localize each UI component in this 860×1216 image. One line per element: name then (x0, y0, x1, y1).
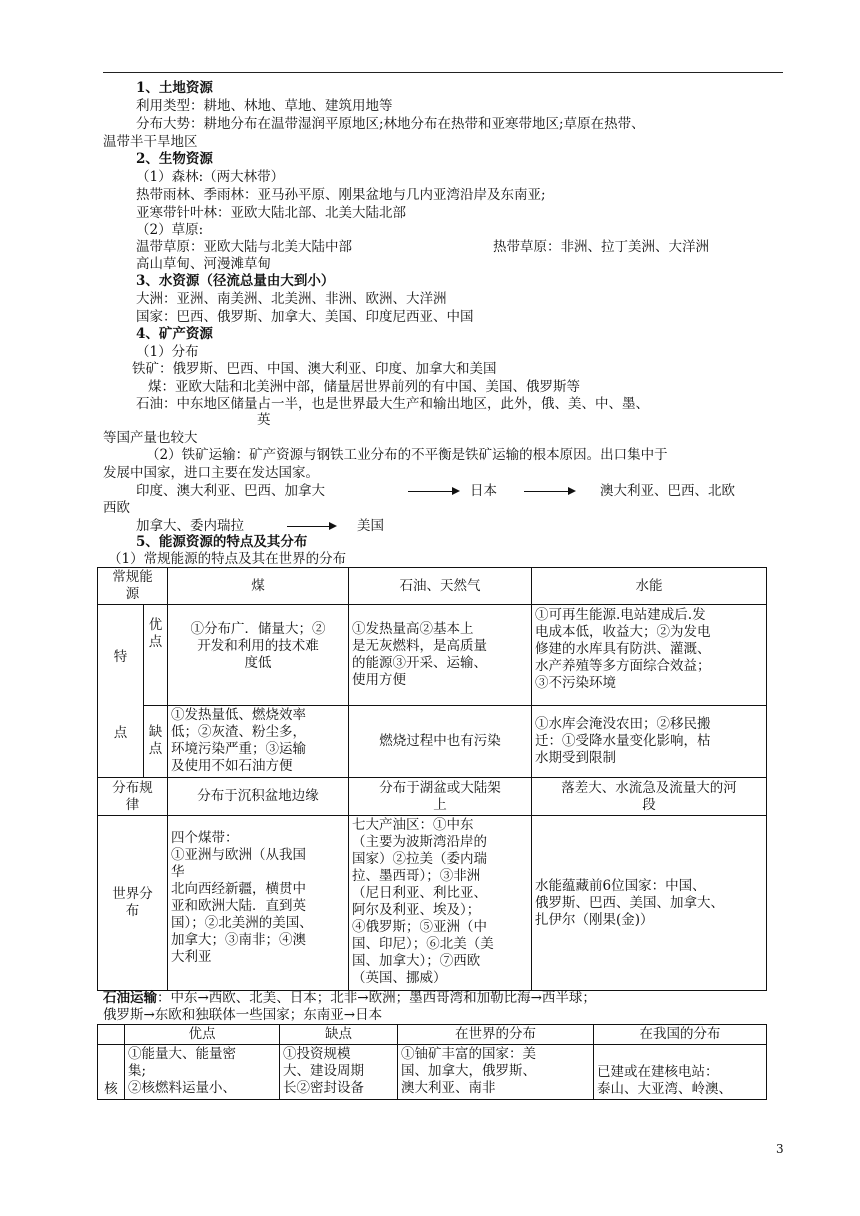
table-row (98, 605, 767, 706)
cell-text: 大、建设周期 (283, 1063, 364, 1079)
header-cell (98, 1025, 125, 1045)
oil-transport-line (103, 990, 596, 1007)
cell-text: ①投资规模 (283, 1046, 351, 1062)
cell-text: 常规能 (112, 569, 153, 585)
table-cell (532, 705, 767, 777)
cell-text: 点 (148, 634, 163, 650)
cell-text: ②核燃料运量小、 (128, 1080, 236, 1096)
cell-text: 低；②灰渣、粉尘多， (171, 724, 306, 741)
cell-text: 已建或在建核电站： (597, 1064, 719, 1080)
table-row (98, 816, 767, 991)
text-line: 温带草原：亚欧大陆与北美大陆中部 (136, 239, 352, 255)
cell-text: 亚和欧洲大陆．直到英 (171, 898, 306, 914)
page-number: 3 (776, 1142, 784, 1156)
header-rule (103, 72, 783, 73)
cell-text: 长②密封设备 (283, 1080, 364, 1096)
text-line: 石油：中东地区储量占一半，也是世界最大生产和输出地区，此外，俄、美、中、墨、 (136, 396, 649, 412)
cell-text: ①能量大、能量密 (128, 1046, 236, 1062)
cell-text: 国）；②北美洲的美国、 (171, 915, 313, 931)
text-line: 热带雨林、季雨林：亚马孙平原、刚果盆地与几内亚湾沿岸及东南亚; (136, 187, 546, 203)
cell-text: 特 (113, 649, 128, 665)
sub-label-cell (144, 605, 168, 706)
table-cell (532, 605, 767, 706)
row-label-cell (98, 816, 168, 991)
cell-text: 优 (148, 617, 163, 633)
table-cell (168, 816, 349, 991)
cell-text: 北向西经新疆，横贯中 (171, 881, 306, 897)
cell-text: 拉、墨西哥）；③非洲 (352, 868, 481, 884)
text-line: （1）分布 (136, 344, 199, 360)
table-cell: 分布于沉积盆地边缘 (168, 778, 349, 816)
text-line: （2）草原: (136, 222, 204, 238)
cell-text: 修建的水库具有防洪、灌溉、 (535, 641, 711, 657)
oil-transport-routes: ：中东→西欧、北美、日本；北非→欧洲；墨西哥湾和加勒比海→西半球； (157, 990, 596, 1006)
table-header-row (98, 1025, 767, 1045)
table-row (98, 705, 767, 777)
cell-text: 国、加拿大）；⑦西欧 (352, 953, 481, 969)
cell-text: 环境污染严重；③运输 (171, 741, 306, 758)
cell-text: 扎伊尔（刚果(金)） (535, 911, 654, 928)
text-line: 热带草原：非洲、拉丁美洲、大洋洲 (493, 239, 709, 255)
heading-water-resources: 3、水资源（径流总量由大到小） (136, 273, 335, 289)
header-cell: 石油、天然气 (349, 568, 532, 605)
import-region: 西欧 (103, 500, 130, 516)
cell-text: 点 (148, 741, 163, 758)
cell-text: （英国、挪威） (352, 970, 447, 986)
export-countries: 印度、澳大利亚、巴西、加拿大 (136, 483, 325, 499)
table-cell (280, 1045, 398, 1100)
nuclear-energy-table (97, 1024, 767, 1100)
cell-text: 集; (128, 1063, 147, 1079)
table-cell (532, 816, 767, 991)
header-cell: 水能 (532, 568, 767, 605)
cell-text: 源 (125, 586, 140, 602)
header-cell: 缺点 (280, 1025, 398, 1045)
header-cell (98, 568, 168, 605)
arrow-right-icon (408, 491, 458, 492)
cell-text: 水期受到限制 (535, 749, 616, 766)
text-line: （2）铁矿运输：矿产资源与钢铁工业分布的不平衡是铁矿运输的根本原因。出口集中于 (146, 447, 668, 463)
cell-text: 使用方便 (352, 672, 406, 688)
text-line: 分布大势：耕地分布在温带湿润平原地区;林地分布在热带和亚寒带地区;草原在热带、 (136, 116, 645, 132)
cell-text: 加拿大；③南非；④澳 (171, 932, 306, 948)
oil-transport-label: 石油运输 (103, 990, 157, 1006)
text-line: 发展中国家，进口主要在发达国家。 (103, 465, 319, 481)
cell-text: 迁：①受降水量变化影响，枯 (535, 732, 711, 749)
text-line: （1）森林:（两大林带） (136, 169, 285, 185)
table-cell (594, 1045, 767, 1100)
text-line: 英 (257, 412, 271, 428)
table-cell (168, 605, 349, 706)
cell-text: 是无灰燃料，是高质量 (352, 638, 487, 654)
heading-energy-resources: 5、能源资源的特点及其分布 (136, 534, 308, 550)
cell-text: ①可再生能源.电站建成后.发 (535, 607, 706, 623)
text-line: 国家：巴西、俄罗斯、加拿大、美国、印度尼西亚、中国 (136, 309, 474, 325)
cell-text: ①分布广．储量大；② (190, 621, 326, 637)
cell-text: ①水库会淹没农田；②移民搬 (535, 715, 711, 732)
cell-text: 电成本低，收益大；②为发电 (535, 624, 711, 640)
cell-text: ①铀矿丰富的国家：美 (401, 1046, 536, 1062)
cell-text: 上 (433, 796, 447, 813)
oil-transport-line: 俄罗斯→东欧和独联体一些国家；东南亚→日本 (103, 1007, 383, 1023)
cell-text: ①发热量低、燃烧效率 (171, 707, 306, 724)
text-line: 温带半干旱地区 (103, 134, 198, 150)
energy-table (97, 567, 767, 991)
cell-text: ③不污染环境 (535, 675, 616, 691)
arrow-right-icon (287, 526, 335, 527)
heading-mineral-resources: 4、矿产资源 (136, 326, 213, 342)
cell-text: （尼日利亚、利比亚、 (352, 885, 487, 901)
cell-text: 落差大、水流急及流量大的河 (561, 779, 737, 796)
header-cell: 在世界的分布 (398, 1025, 594, 1045)
cell-text: 水能蕴藏前6位国家：中国、 (535, 877, 706, 894)
cell-text: 华 (171, 864, 185, 880)
cell-text: ①亚洲与欧洲（从我国 (171, 847, 306, 863)
row-label-cell: 核 (98, 1045, 125, 1100)
cell-text: 开发和利用的技术难 (197, 638, 319, 654)
cell-text: 阿尔及利亚、埃及）； (352, 902, 481, 918)
cell-text: 段 (642, 796, 656, 813)
table-cell: 燃烧过程中也有污染 (349, 705, 532, 777)
heading-biological-resources: 2、生物资源 (136, 151, 213, 167)
import-country: 美国 (357, 518, 384, 534)
cell-text: 布 (125, 903, 140, 919)
cell-text: 缺 (148, 724, 163, 741)
table-cell (168, 705, 349, 777)
text-line: （1）常规能源的特点及其在世界的分布 (108, 551, 347, 567)
text-line: 高山草甸、河漫滩草甸 (136, 256, 271, 272)
cell-text: 世界分 (112, 886, 153, 902)
text-line: 亚寒带针叶林：亚欧大陆北部、北美大陆北部 (136, 205, 406, 221)
feature-label-cell (98, 605, 144, 778)
sub-label-cell (144, 705, 168, 777)
table-header-row (98, 568, 767, 605)
cell-text: 水产养殖等多方面综合效益； (535, 658, 711, 674)
header-cell: 优点 (125, 1025, 280, 1045)
table-cell (532, 778, 767, 816)
table-cell (349, 778, 532, 816)
cell-text: 及使用不如石油方便 (171, 758, 293, 775)
row-label-cell (98, 778, 168, 816)
cell-text: 泰山、大亚湾、岭澳、 (597, 1081, 732, 1097)
cell-text: 分布规 (112, 779, 153, 796)
import-country: 日本 (470, 483, 497, 499)
cell-text: 澳大利亚、南非 (401, 1080, 496, 1096)
cell-text: 度低 (244, 655, 272, 671)
text-line: 大洲：亚洲、南美洲、北美洲、非洲、欧洲、大洋洲 (136, 291, 447, 307)
table-cell (398, 1045, 594, 1100)
cell-text: 律 (125, 796, 140, 813)
table-row (98, 1045, 767, 1100)
table-cell (349, 605, 532, 706)
cell-text: 国家）②拉美（委内瑞 (352, 851, 487, 867)
export-countries: 澳大利亚、巴西、北欧 (600, 483, 735, 499)
cell-text: ④俄罗斯；⑤亚洲（中 (352, 919, 487, 935)
heading-land-resources: 1、土地资源 (136, 80, 213, 96)
text-line: 铁矿：俄罗斯、巴西、中国、澳大利亚、印度、加拿大和美国 (132, 361, 497, 377)
table-cell (125, 1045, 280, 1100)
arrow-right-icon (524, 491, 574, 492)
cell-text: 大利亚 (171, 949, 212, 965)
cell-text: 俄罗斯、巴西、美国、加拿大、 (535, 894, 724, 911)
cell-text: 七大产油区：①中东 (352, 817, 474, 833)
cell-text: 点 (113, 725, 128, 741)
text-line: 煤：亚欧大陆和北美洲中部，储量居世界前列的有中国、美国、俄罗斯等 (148, 379, 580, 395)
export-countries: 加拿大、委内瑞拉 (136, 518, 244, 534)
text-line: 利用类型：耕地、林地、草地、建筑用地等 (136, 98, 393, 114)
text-line: 等国产量也较大 (103, 430, 198, 446)
table-cell (349, 816, 532, 991)
table-row (98, 778, 767, 816)
cell-text: 四个煤带： (171, 830, 239, 846)
cell-text: 国、印尼）；⑥北美（美 (352, 936, 494, 952)
header-cell: 煤 (168, 568, 349, 605)
cell-text: （主要为波斯湾沿岸的 (352, 834, 487, 850)
cell-text: ①发热量高②基本上 (352, 621, 474, 637)
cell-text: 的能源③开采、运输、 (352, 655, 487, 671)
cell-text: 分布于湖盆或大陆架 (379, 779, 501, 796)
cell-text: 国、加拿大，俄罗斯、 (401, 1063, 536, 1079)
header-cell: 在我国的分布 (594, 1025, 767, 1045)
